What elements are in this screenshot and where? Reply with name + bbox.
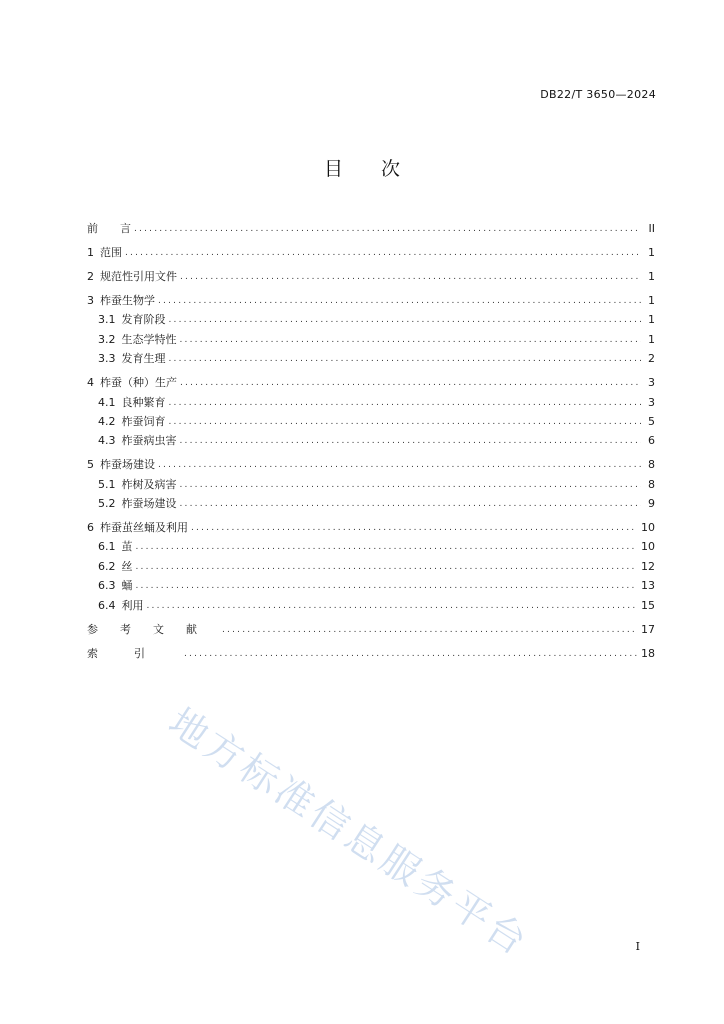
toc-entry-label: 范围 [100, 245, 122, 259]
toc-entry-number: 6.1 [98, 540, 116, 554]
toc-entry-label: 柞蚕（种）生产 [100, 376, 177, 390]
toc-leader-dots [158, 456, 641, 475]
toc-leader-dots [222, 621, 637, 640]
toc-entry-label: 利用 [121, 598, 144, 612]
toc-leader-dots [180, 495, 642, 514]
toc-entry[interactable] [87, 373, 655, 392]
toc-entry-number: 4.1 [98, 395, 116, 409]
toc-entry-page: 6 [648, 434, 655, 448]
toc-leader-dots [169, 394, 642, 413]
toc-entry-page: 9 [648, 497, 655, 511]
toc-entry-number: 4.3 [98, 434, 116, 448]
toc-entry-page: 17 [641, 622, 655, 636]
toc-entry-page: 12 [641, 559, 655, 573]
toc-leader-dots [169, 311, 642, 330]
toc-entry[interactable] [87, 475, 655, 494]
toc-entry-label: 柞蚕饲育 [121, 414, 166, 428]
toc-leader-dots [136, 577, 638, 596]
toc-entry-label: 发育生理 [121, 352, 166, 366]
toc-entry-page: 18 [641, 646, 655, 660]
toc-entry[interactable] [87, 267, 655, 286]
page-title [0, 154, 724, 181]
toc-entry-page: 1 [648, 293, 655, 307]
toc-leader-dots [191, 519, 637, 538]
toc-leader-dots [136, 558, 638, 577]
toc-entry-number: 3.2 [98, 332, 116, 346]
toc-entry-page: 15 [641, 598, 655, 612]
toc-entry-page: II [648, 222, 655, 235]
toc-entry[interactable] [87, 620, 655, 639]
toc-entry-label: 茧 [121, 540, 133, 554]
toc-entry[interactable] [87, 518, 655, 537]
title-char-2: 次 [381, 158, 401, 180]
toc-entry-label: 柞蚕场建设 [100, 458, 155, 472]
toc-entry-number: 6.3 [98, 579, 116, 593]
toc-leader-dots [169, 350, 642, 369]
toc-entry-number: 4 [87, 376, 94, 390]
toc-entry-number: 2 [87, 269, 94, 283]
toc-entry[interactable] [87, 412, 655, 431]
toc-entry-number: 3.1 [98, 313, 116, 327]
toc-entry-number: 6.4 [98, 598, 116, 612]
toc-entry-label: 柞蚕生物学 [100, 293, 155, 307]
toc-entry-page: 1 [648, 332, 655, 346]
toc-entry-label: 索引 [87, 646, 181, 660]
toc-entry-number: 5.1 [98, 477, 116, 491]
toc-entry-number: 3.3 [98, 352, 116, 366]
toc-entry-number: 5.2 [98, 497, 116, 511]
toc-entry-label: 蛹 [121, 579, 133, 593]
toc-entry-page: 1 [648, 313, 655, 327]
toc-entry-page: 3 [648, 395, 655, 409]
document-code: DB22/T 3650—2024 [540, 88, 656, 101]
toc-leader-dots [180, 432, 642, 451]
toc-entry-page: 8 [648, 477, 655, 491]
toc-entry-label: 规范性引用文件 [100, 269, 177, 283]
toc-entry-label: 参考文献 [87, 622, 219, 636]
toc-entry-label: 柞蚕病虫害 [121, 434, 177, 448]
toc-entry[interactable] [87, 349, 655, 368]
toc-entry-page: 5 [648, 414, 655, 428]
toc-entry-page: 8 [648, 458, 655, 472]
toc-leader-dots [158, 292, 641, 311]
toc-entry-number: 3 [87, 293, 94, 307]
toc-entry-page: 1 [648, 245, 655, 259]
toc-entry[interactable] [87, 431, 655, 450]
toc-leader-dots [169, 413, 642, 432]
toc-entry-number: 6 [87, 521, 94, 535]
toc-entry[interactable] [87, 219, 655, 238]
toc-entry[interactable] [87, 537, 655, 556]
watermark: 地方标准信息服务平台 [161, 699, 538, 966]
toc-entry[interactable] [87, 243, 655, 262]
toc-entry[interactable] [87, 330, 655, 349]
toc-entry[interactable] [87, 557, 655, 576]
toc-entry[interactable] [87, 596, 655, 615]
toc-leader-dots [136, 538, 638, 557]
title-char-1: 目 [323, 158, 343, 180]
toc-entry[interactable] [87, 576, 655, 595]
toc-entry[interactable] [87, 291, 655, 310]
toc-leader-dots [134, 220, 641, 239]
toc-entry-number: 5 [87, 458, 94, 472]
toc-entry-label: 柞蚕场建设 [121, 497, 177, 511]
toc-leader-dots [184, 645, 637, 664]
toc-entry-label: 前 言 [87, 222, 131, 235]
toc-entry-page: 13 [641, 579, 655, 593]
toc-entry-label: 柞蚕茧丝蛹及利用 [100, 521, 188, 535]
toc-leader-dots [180, 331, 642, 350]
toc-entry-number: 4.2 [98, 414, 116, 428]
toc-entry-page: 3 [648, 376, 655, 390]
toc-entry-page: 1 [648, 269, 655, 283]
toc-leader-dots [180, 374, 641, 393]
toc-entry-number: 1 [87, 245, 94, 259]
toc-entry[interactable] [87, 494, 655, 513]
toc-entry[interactable] [87, 644, 655, 663]
toc-entry[interactable] [87, 393, 655, 412]
table-of-contents [87, 219, 655, 663]
toc-entry-page: 2 [648, 352, 655, 366]
toc-entry-label: 丝 [121, 559, 133, 573]
toc-entry[interactable] [87, 310, 655, 329]
toc-entry-page: 10 [641, 540, 655, 554]
toc-entry-label: 柞树及病害 [121, 477, 177, 491]
toc-entry[interactable] [87, 455, 655, 474]
toc-entry-page: 10 [641, 521, 655, 535]
toc-leader-dots [125, 244, 641, 263]
toc-leader-dots [147, 597, 638, 616]
toc-entry-number: 6.2 [98, 559, 116, 573]
toc-entry-label: 生态学特性 [121, 332, 177, 346]
toc-entry-label: 良种繁育 [121, 395, 166, 409]
toc-leader-dots [180, 476, 642, 495]
toc-leader-dots [180, 268, 641, 287]
toc-entry-label: 发育阶段 [121, 313, 166, 327]
page-number: I [635, 940, 640, 953]
